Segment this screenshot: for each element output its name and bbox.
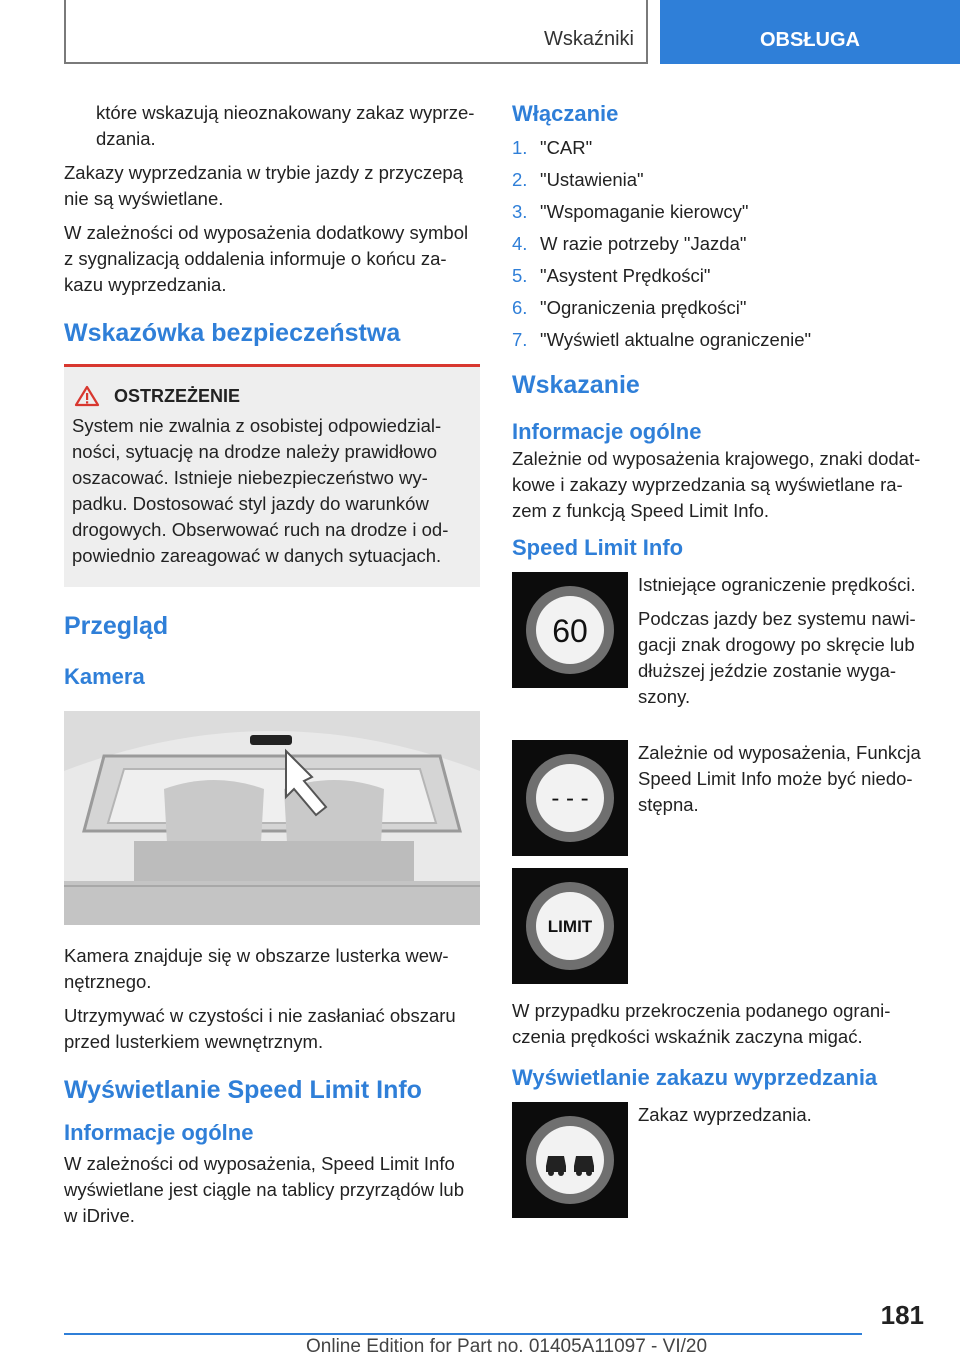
steps-list <box>512 132 928 356</box>
sign-row-limit-text <box>512 868 928 984</box>
header-chapter-tab[interactable] <box>660 0 960 64</box>
step-item: 4. W razie potrzeby "Jazda" <box>512 233 747 254</box>
heading-camera: Kamera <box>64 664 145 689</box>
camera-location-image <box>64 711 480 925</box>
sign-row-limit <box>512 572 928 718</box>
sign-row-unavailable <box>512 740 928 856</box>
step-item: 2. "Ustawienia" <box>512 169 644 190</box>
no-limit-sign-icon <box>512 740 628 856</box>
paragraph-symbol: W zależności od wyposażenia dodatkowy symbol z sygnalizacją oddalenia informuje o końcu za-kazu wyprzedzania. <box>64 222 469 295</box>
footer-edition: Online Edition for Part no. 01405A11097 - VI/20 <box>306 1336 708 1357</box>
sign-unavailable-value: - - - <box>551 785 589 812</box>
warning-box <box>64 367 480 587</box>
right-column <box>512 100 928 1230</box>
no-passing-sign-icon <box>512 1102 628 1218</box>
heading-overview: Przegląd <box>64 612 169 640</box>
step-item: 3. "Wspomaganie kierowcy" <box>512 201 749 222</box>
paragraph-camera-clean: Utrzymywać w czystości i nie zasłaniać obszaru przed lusterkiem wewnętrznym. <box>64 1005 456 1052</box>
heading-display: Wyświetlanie Speed Limit Info <box>64 1076 422 1104</box>
sign-limit-description: Istniejące ograniczenie prędkości. Podczas jazdy bez systemu nawi-gacji znak drogowy po skręcie lub dłuższej jeździe zostanie wyga-szony. <box>638 574 916 707</box>
sign-limit-text: LIMIT <box>547 917 593 936</box>
speed-limit-sign-icon <box>512 572 628 688</box>
heading-general-right: Informacje ogólne <box>512 419 702 444</box>
sign-row-no-passing <box>512 1102 928 1218</box>
warning-triangle-icon <box>74 385 100 407</box>
heading-indication: Wskazanie <box>512 371 640 399</box>
heading-no-passing: Wyświetlanie zakazu wyprzedzania <box>512 1065 878 1090</box>
heading-enable: Włączanie <box>512 101 619 126</box>
warning-text: System nie zwalnia z osobistej odpowiedzial-ności, sytuację na drodze należy prawidłowo oszacować. Istnieje niebezpieczeństwo wy-padku. Dostosować styl jazdy do warunków drogowych. Obserwować ruch na drodze i od-powiednio zareagować w danych sytuacjach. <box>72 415 449 566</box>
heading-general-left: Informacje ogólne <box>64 1120 254 1145</box>
warning-title: OSTRZEŻENIE <box>114 385 241 406</box>
step-item: 1. "CAR" <box>512 137 593 158</box>
step-item: 6. "Ograniczenia prędkości" <box>512 297 747 318</box>
left-column <box>64 100 480 1237</box>
paragraph-intro: które wskazują nieoznakowany zakaz wyprze-dzania. <box>96 102 475 149</box>
header-frame <box>64 0 648 64</box>
heading-safety: Wskazówka bezpieczeństwa <box>64 319 401 347</box>
warning-header <box>72 385 472 407</box>
paragraph-camera-location: Kamera znajduje się w obszarze lusterka wew-nętrznego. <box>64 945 449 992</box>
sign-unavailable-description: Zależnie od wyposażenia, Funkcja Speed Limit Info może być niedo-stępna. <box>638 742 921 815</box>
header-section-title: Wskaźniki <box>543 28 634 50</box>
sign-limit-value: 60 <box>552 613 588 649</box>
step-item: 5. "Asystent Prędkości" <box>512 265 711 286</box>
header-chapter-label: OBSŁUGA <box>760 28 860 51</box>
page-number: 181 <box>880 1300 924 1330</box>
limit-sign-icon <box>512 868 628 984</box>
paragraph-trailer: Zakazy wyprzedzania w trybie jazdy z przyczepą nie są wyświetlane. <box>64 162 463 209</box>
footer-rule <box>64 1333 862 1335</box>
heading-speed-limit-info: Speed Limit Info <box>512 535 684 560</box>
paragraph-general-left: W zależności od wyposażenia, Speed Limit Info wyświetlane jest ciągle na tablicy przyrządów lub w iDrive. <box>64 1153 464 1226</box>
paragraph-general-right: Zależnie od wyposażenia krajowego, znaki dodat-kowe i zakazy wyprzedzania są wyświetlane ra-zem z funkcją Speed Limit Info. <box>512 448 921 521</box>
step-item: 7. "Wyświetl aktualne ograniczenie" <box>512 329 812 350</box>
sign-no-passing-description: Zakaz wyprzedzania. <box>638 1104 812 1125</box>
paragraph-exceed: W przypadku przekroczenia podanego ograni-czenia prędkości wskaźnik zaczyna migać. <box>512 1000 891 1047</box>
